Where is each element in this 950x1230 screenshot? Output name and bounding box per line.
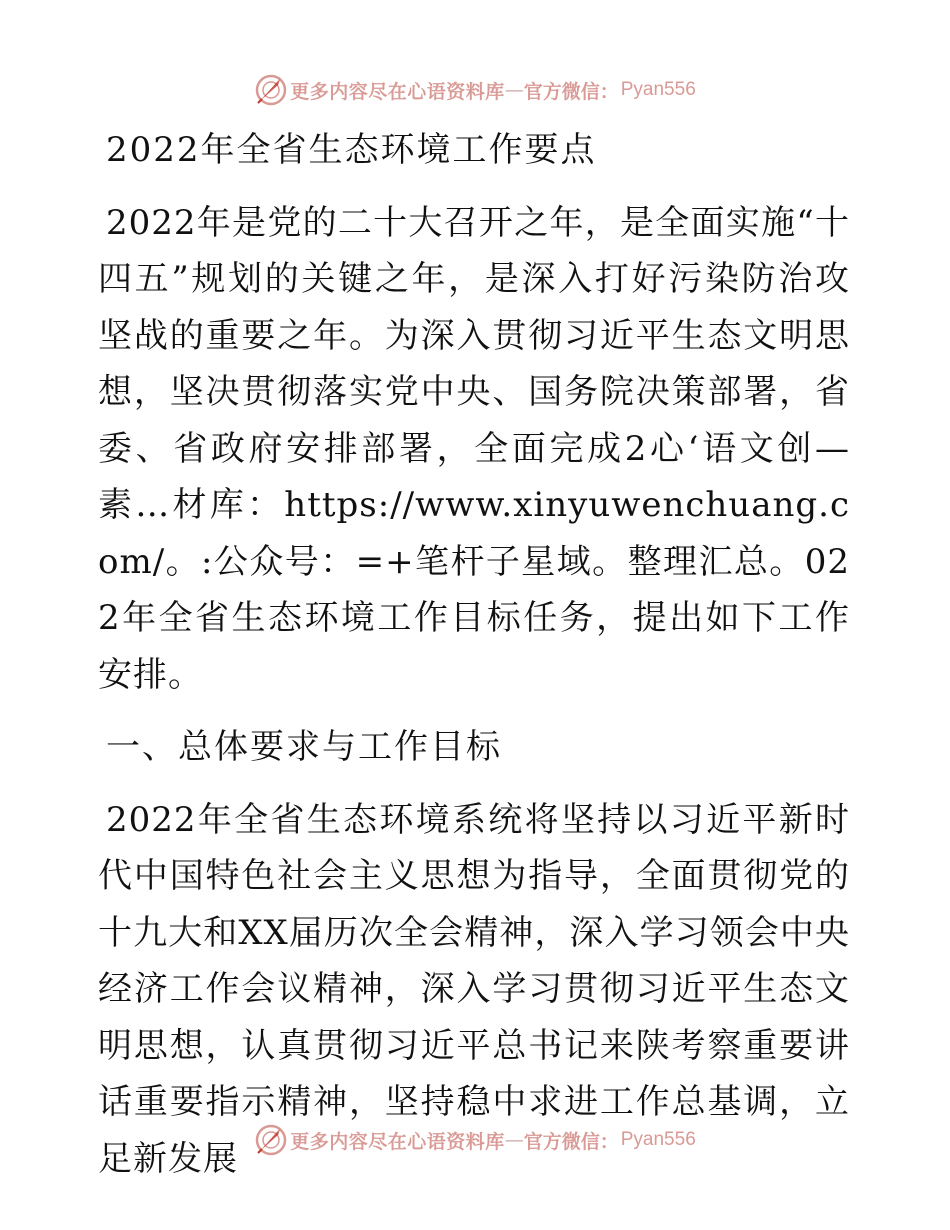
intro-paragraph: 2022年是党的二十大召开之年，是全面实施“十四五”规划的关键之年，是深入打好污染防治攻坚战的重要之年。为深入贯彻习近平生态文明思想，坚决贯彻落实党中央、国务院决策部署，省委、省政府安排部署，全面完成2心‘语文创—素…材库：https://www.xinyuwenchuang.com/。:公众号：=+笔杆子星域。整理汇总。022年全省生态环境工作目标任务，提出如下工作安排。 bbox=[98, 202, 850, 695]
watermark-wechat-label: 官方微信： bbox=[523, 80, 619, 103]
watermark-dash: — bbox=[504, 79, 524, 101]
section-heading: 一、总体要求与工作目标 bbox=[106, 727, 502, 767]
watermark-wechat-label: 官方微信： bbox=[523, 1130, 619, 1153]
watermark-brand-text: 更多内容尽在心语资料库 bbox=[290, 1130, 505, 1153]
watermark-wechat-id: Pyan556 bbox=[620, 79, 696, 100]
top-watermark-banner bbox=[0, 70, 950, 110]
quill-logo-icon bbox=[254, 1123, 288, 1157]
watermark-dash: — bbox=[504, 1129, 524, 1151]
quill-logo-icon bbox=[254, 73, 288, 107]
document-body bbox=[98, 122, 850, 1203]
document-title: 2022年全省生态环境工作要点 bbox=[106, 130, 597, 170]
bottom-watermark-banner bbox=[0, 1120, 950, 1160]
watermark-wechat-id: Pyan556 bbox=[620, 1129, 696, 1150]
watermark-brand-text: 更多内容尽在心语资料库 bbox=[290, 80, 505, 103]
section-paragraph: 2022年全省生态环境系统将坚持以习近平新时代中国特色社会主义思想为指导，全面贯彻党的十九大和XX届历次全会精神，深入学习领会中央经济工作会议精神，深入学习贯彻习近平生态文明思想，认真贯彻习近平总书记来陕考察重要讲话重要指示精神，坚持稳中求进工作总基调，立足新发展 bbox=[98, 799, 850, 1179]
